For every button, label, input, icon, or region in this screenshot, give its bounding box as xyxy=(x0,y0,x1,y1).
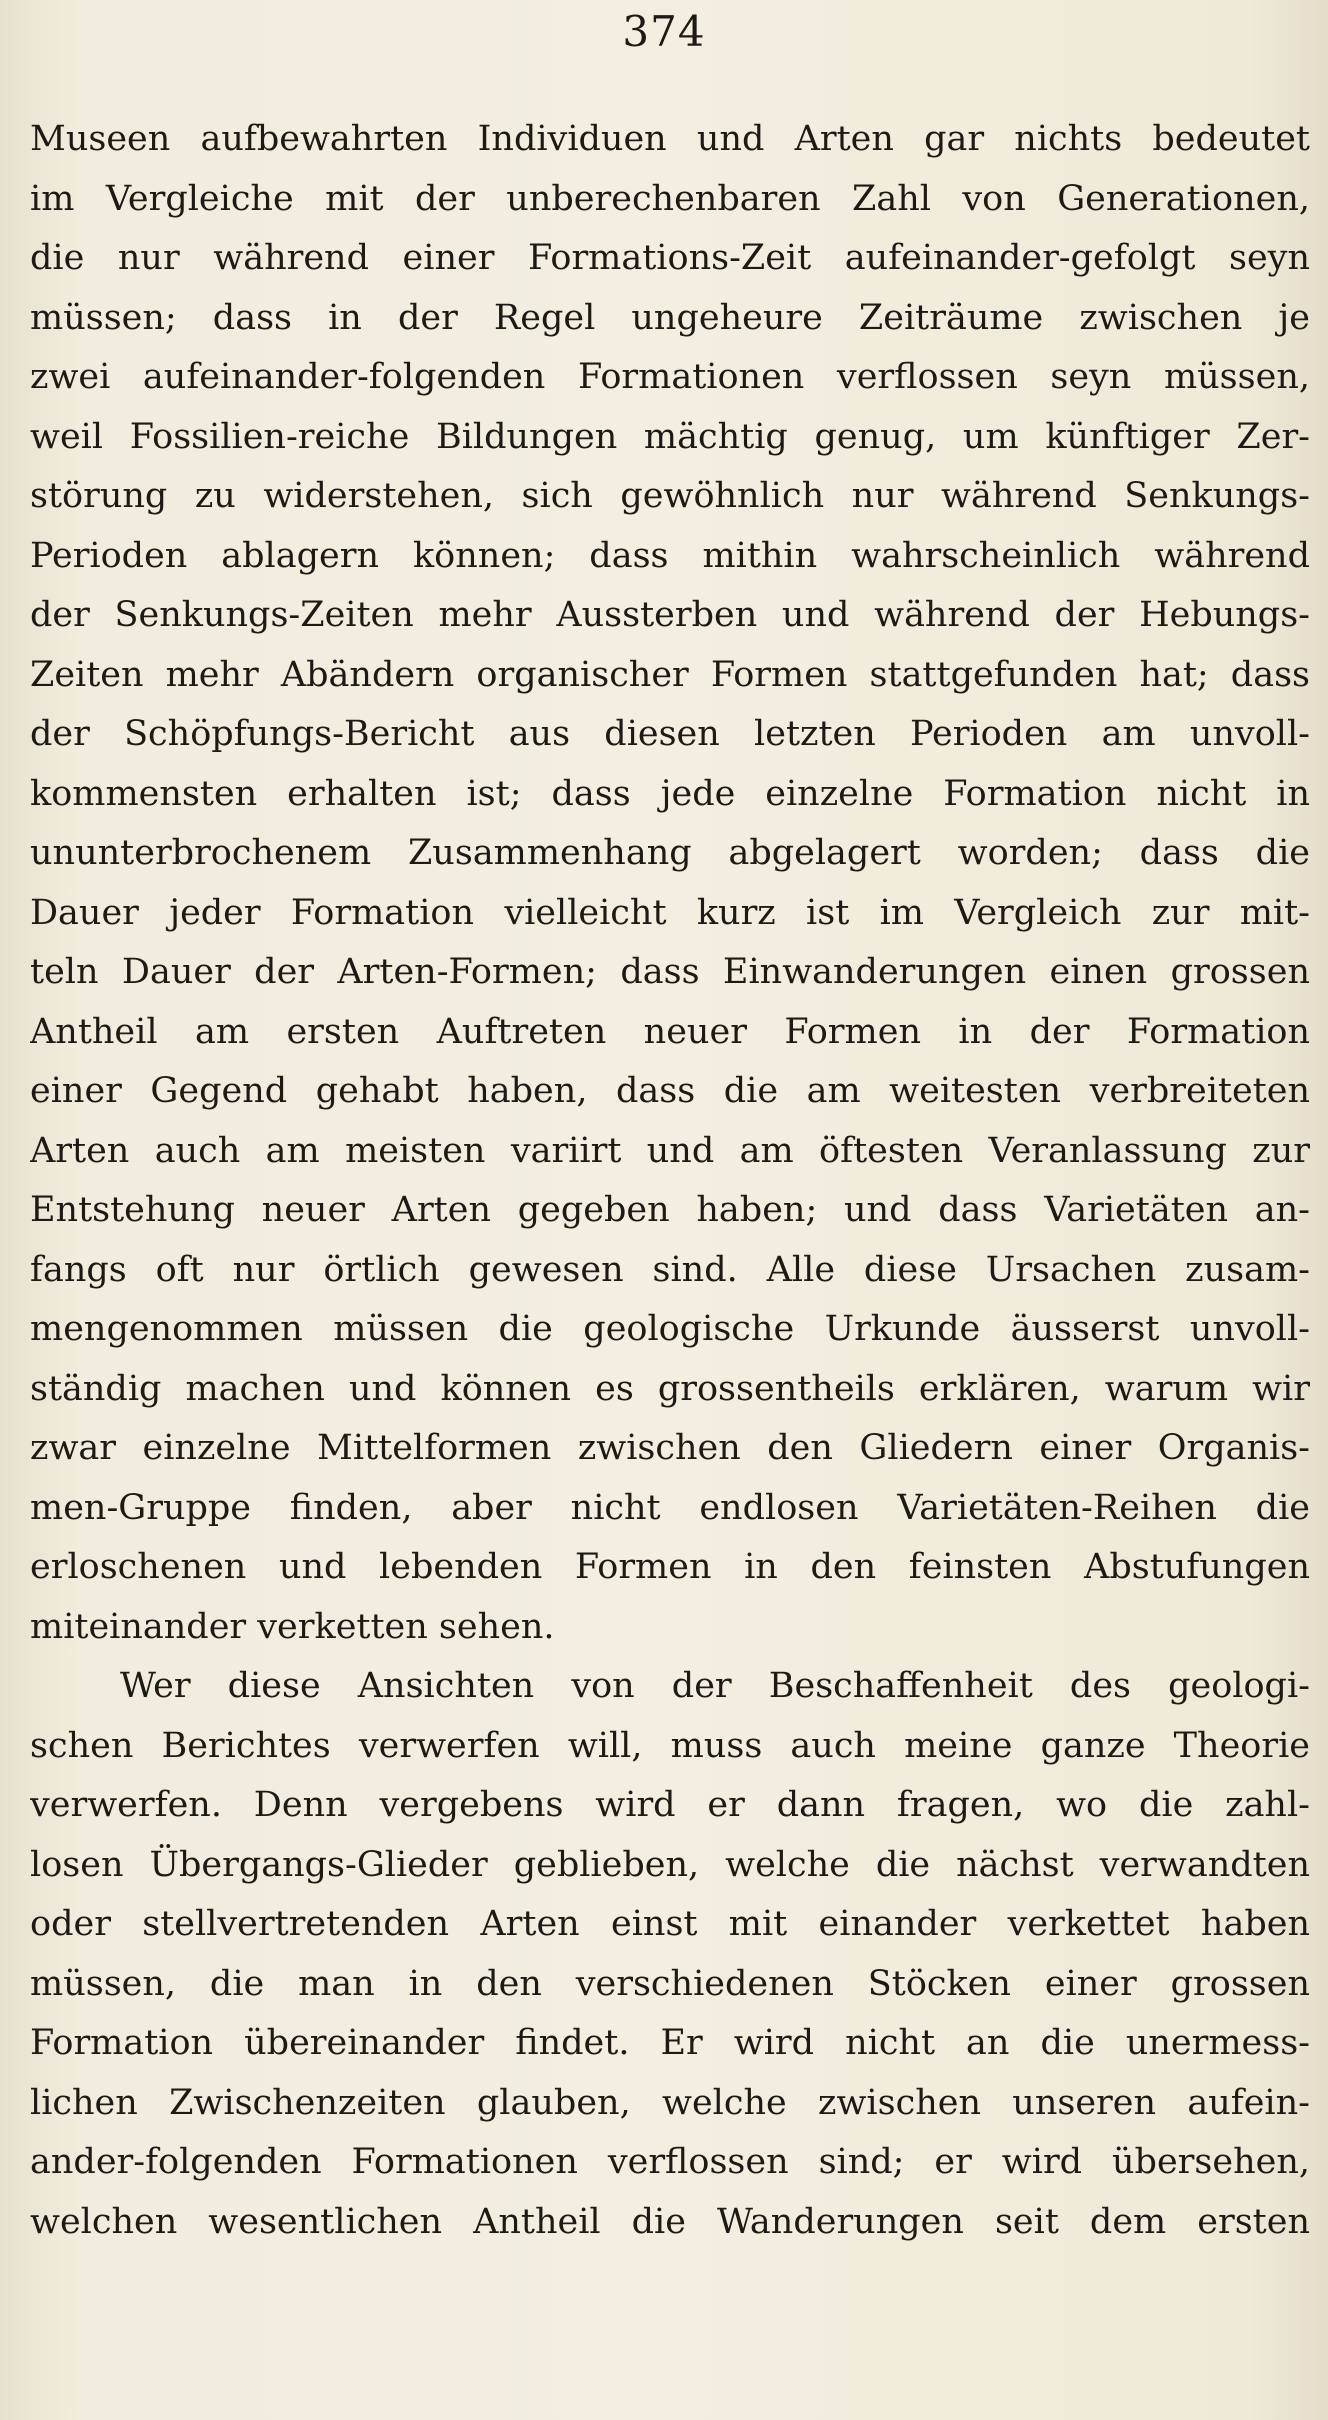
text-line: Arten auch am meisten variirt und am öftesten Veranlassung zur xyxy=(30,1130,1310,1171)
text-line: fangs oft nur örtlich gewesen sind. Alle diese Ursachen zusam- xyxy=(30,1249,1310,1290)
text-line: men-Gruppe finden, aber nicht endlosen Varietäten-Reihen die xyxy=(30,1487,1310,1528)
text-line: der Senkungs-Zeiten mehr Aussterben und während der Hebungs- xyxy=(30,595,1310,635)
text-line: einer Gegend gehabt haben, dass die am weitesten verbreiteten xyxy=(30,1071,1310,1111)
text-line: mengenommen müssen die geologische Urkunde äusserst unvoll- xyxy=(30,1309,1310,1349)
page-number: 374 xyxy=(622,7,706,56)
text-line: zwei aufeinander-folgenden Formationen verflossen seyn müssen, xyxy=(30,357,1310,397)
text-line: die nur während einer Formations-Zeit aufeinander-gefolgt seyn xyxy=(30,238,1310,278)
text-line: teln Dauer der Arten-Formen; dass Einwanderungen einen grossen xyxy=(30,952,1310,992)
text-line: welchen wesentlichen Antheil die Wanderungen seit dem ersten xyxy=(30,2201,1310,2242)
paragraph xyxy=(30,110,1310,1657)
text-line: Dauer jeder Formation vielleicht kurz ist im Vergleich zur mit- xyxy=(30,892,1310,933)
text-line: müssen; dass in der Regel ungeheure Zeiträume zwischen je xyxy=(30,297,1310,338)
text-line: kommensten erhalten ist; dass jede einzelne Formation nicht in xyxy=(30,773,1310,814)
text-line: Zeiten mehr Abändern organischer Formen stattgefunden hat; dass xyxy=(30,654,1310,695)
text-line: weil Fossilien-reiche Bildungen mächtig genug, um künftiger Zer- xyxy=(30,416,1310,457)
text-line: losen Übergangs-Glieder geblieben, welche die nächst verwandten xyxy=(30,1844,1310,1885)
text-line: erloschenen und lebenden Formen in den feinsten Abstufungen xyxy=(30,1547,1310,1587)
text-line: im Vergleiche mit der unberechenbaren Zahl von Generationen, xyxy=(30,178,1310,219)
text-line: miteinander verketten sehen. xyxy=(30,1606,555,1647)
text-line: schen Berichtes verwerfen will, muss auch meine ganze Theorie xyxy=(30,1725,1310,1766)
text-line: Perioden ablagern können; dass mithin wahrscheinlich während xyxy=(30,535,1310,576)
text-line: ständig machen und können es grossentheils erklären, warum wir xyxy=(30,1368,1310,1409)
text-line: der Schöpfungs-Bericht aus diesen letzten Perioden am unvoll- xyxy=(30,714,1310,754)
text-line: Formation übereinander findet. Er wird nicht an die unermess- xyxy=(30,2023,1310,2063)
text-line: ununterbrochenem Zusammenhang abgelagert worden; dass die xyxy=(30,833,1310,873)
paragraph xyxy=(30,1657,1310,2252)
text-line: Entstehung neuer Arten gegeben haben; und dass Varietäten an- xyxy=(30,1190,1310,1230)
text-line: Antheil am ersten Auftreten neuer Formen in der Formation xyxy=(30,1011,1310,1052)
text-line: Wer diese Ansichten von der Beschaffenheit des geologi- xyxy=(120,1666,1310,1706)
text-line: verwerfen. Denn vergebens wird er dann fragen, wo die zahl- xyxy=(30,1785,1310,1825)
text-line: lichen Zwischenzeiten glauben, welche zwischen unseren aufein- xyxy=(30,2082,1310,2123)
text-line: ander-folgenden Formationen verflossen sind; er wird übersehen, xyxy=(30,2142,1310,2182)
text-line: müssen, die man in den verschiedenen Stöcken einer grossen xyxy=(30,1963,1310,2004)
text-line: zwar einzelne Mittelformen zwischen den Gliedern einer Organis- xyxy=(30,1428,1310,1468)
body-text xyxy=(30,110,1310,2252)
text-line: Museen aufbewahrten Individuen und Arten gar nichts bedeutet xyxy=(30,119,1310,159)
text-line: störung zu widerstehen, sich gewöhnlich nur während Senkungs- xyxy=(30,476,1310,516)
text-line: oder stellvertretenden Arten einst mit einander verkettet haben xyxy=(30,1904,1310,1944)
